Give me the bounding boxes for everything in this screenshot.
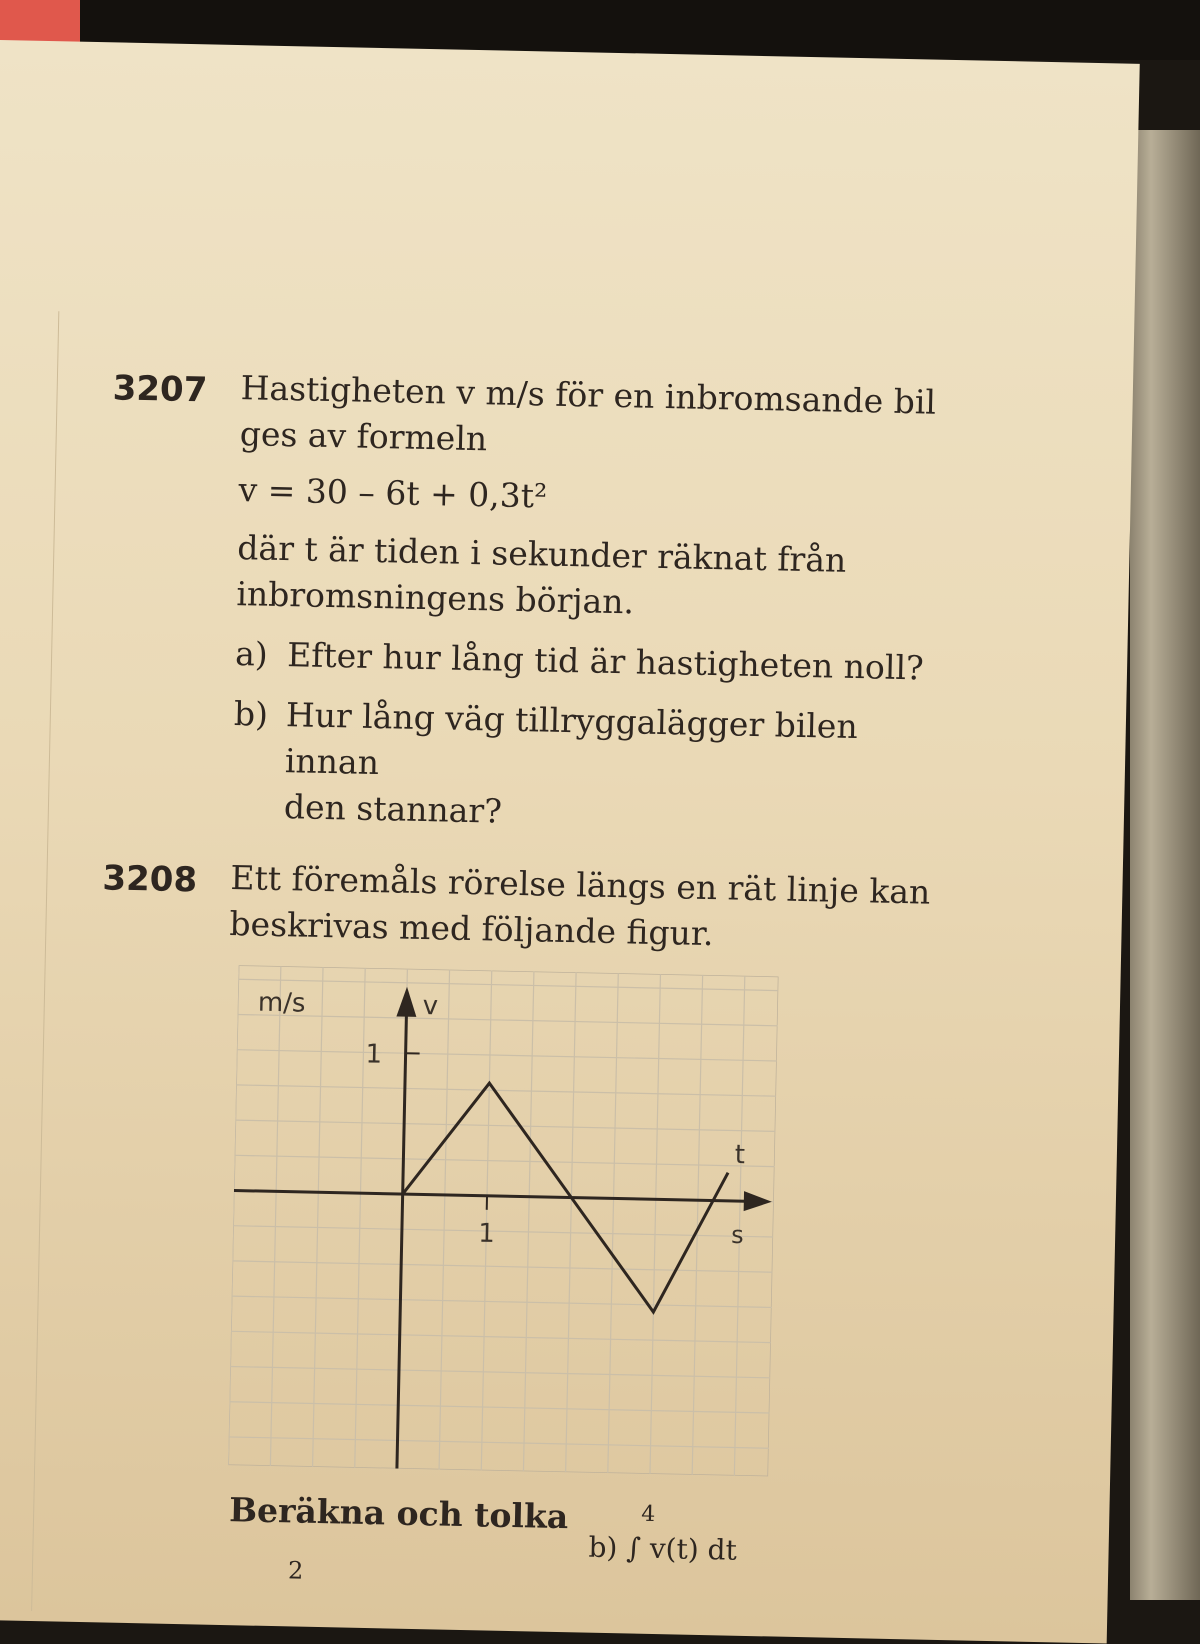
chart-grid <box>228 965 778 1476</box>
problem-text-line: där t är tiden i sekunder räknat från <box>237 525 938 586</box>
grid-line-vertical <box>608 973 618 1473</box>
subquestion-a <box>235 631 936 692</box>
grid-line-horizontal <box>238 979 778 990</box>
page-stack-edge <box>1130 130 1200 1600</box>
problem-text-line: beskrivas med följande figur. <box>229 901 930 962</box>
grid-line-vertical <box>650 974 660 1474</box>
grid-line-horizontal <box>230 1402 770 1413</box>
integral-upper-limit: 4 <box>641 1502 656 1527</box>
grid-line-vertical <box>313 967 323 1467</box>
red-bookmark-tab <box>0 0 80 44</box>
problem-text-line: Ett föremåls rörelse längs en rät linje kan <box>230 855 931 916</box>
grid-line-horizontal <box>229 1437 769 1448</box>
grid-line-vertical <box>566 972 576 1472</box>
grid-line-vertical <box>523 971 533 1471</box>
problem-body <box>232 365 942 844</box>
subquestion-text: den stannar? <box>284 784 933 844</box>
grid-line-horizontal <box>232 1296 772 1307</box>
y-axis-label: v <box>422 991 438 1021</box>
chart-frame <box>228 965 778 1476</box>
grid-line-horizontal <box>236 1085 776 1096</box>
grid-line-vertical <box>270 966 280 1466</box>
integral-lower-limit: 2 <box>288 1556 304 1584</box>
grid-line-horizontal <box>232 1261 772 1272</box>
grid-line-horizontal <box>238 1014 778 1025</box>
subquestion-label: b) <box>233 691 268 738</box>
problem-text-line: inbromsningens början. <box>236 571 937 632</box>
grid-line-vertical <box>355 968 365 1468</box>
grid-line-horizontal <box>237 1050 777 1061</box>
x-axis-label: t <box>734 1140 745 1170</box>
grid-line-horizontal <box>235 1120 775 1131</box>
subquestion-text: Efter hur lång tid är hastigheten noll? <box>287 635 924 687</box>
grid-line-vertical <box>228 965 238 1465</box>
problem-body <box>229 855 931 962</box>
formula: v = 30 – 6t + 0,3t² <box>238 467 939 528</box>
y-tick-label: 1 <box>365 1039 382 1069</box>
subquestion-b <box>232 691 935 844</box>
grid-line-vertical <box>439 970 449 1470</box>
subquestion-label: b) <box>588 1531 618 1565</box>
subquestion-text: Hur lång väg tillryggalägger bilen innan <box>284 692 934 798</box>
y-axis-line <box>397 999 407 1469</box>
x-tick-label: 1 <box>478 1219 495 1249</box>
x-axis-line <box>234 1191 764 1202</box>
grid-line-horizontal <box>233 1226 773 1237</box>
subquestion-label: a) <box>235 631 269 678</box>
grid-line-horizontal <box>235 1155 775 1166</box>
grid-line-horizontal <box>230 1367 770 1378</box>
problem-text-line: ges av formeln <box>239 411 940 472</box>
y-axis-arrow <box>396 987 417 1017</box>
problem-text-line: Hastigheten v m/s för en inbromsande bil <box>240 365 941 426</box>
integral-expression <box>588 1531 737 1567</box>
problem-number: 3208 <box>102 858 197 900</box>
section-heading: Beräkna och tolka <box>229 1490 569 1536</box>
integral-text: ∫ v(t) dt <box>626 1531 737 1566</box>
textbook-page <box>0 40 1140 1644</box>
x-axis-arrow <box>744 1191 772 1212</box>
velocity-time-chart <box>228 965 778 1476</box>
y-axis-unit-label: m/s <box>258 988 306 1019</box>
x-axis-unit-label: s <box>731 1221 744 1249</box>
problem-number: 3207 <box>112 368 207 410</box>
margin-line <box>31 311 59 1611</box>
grid-line-horizontal <box>231 1331 771 1342</box>
